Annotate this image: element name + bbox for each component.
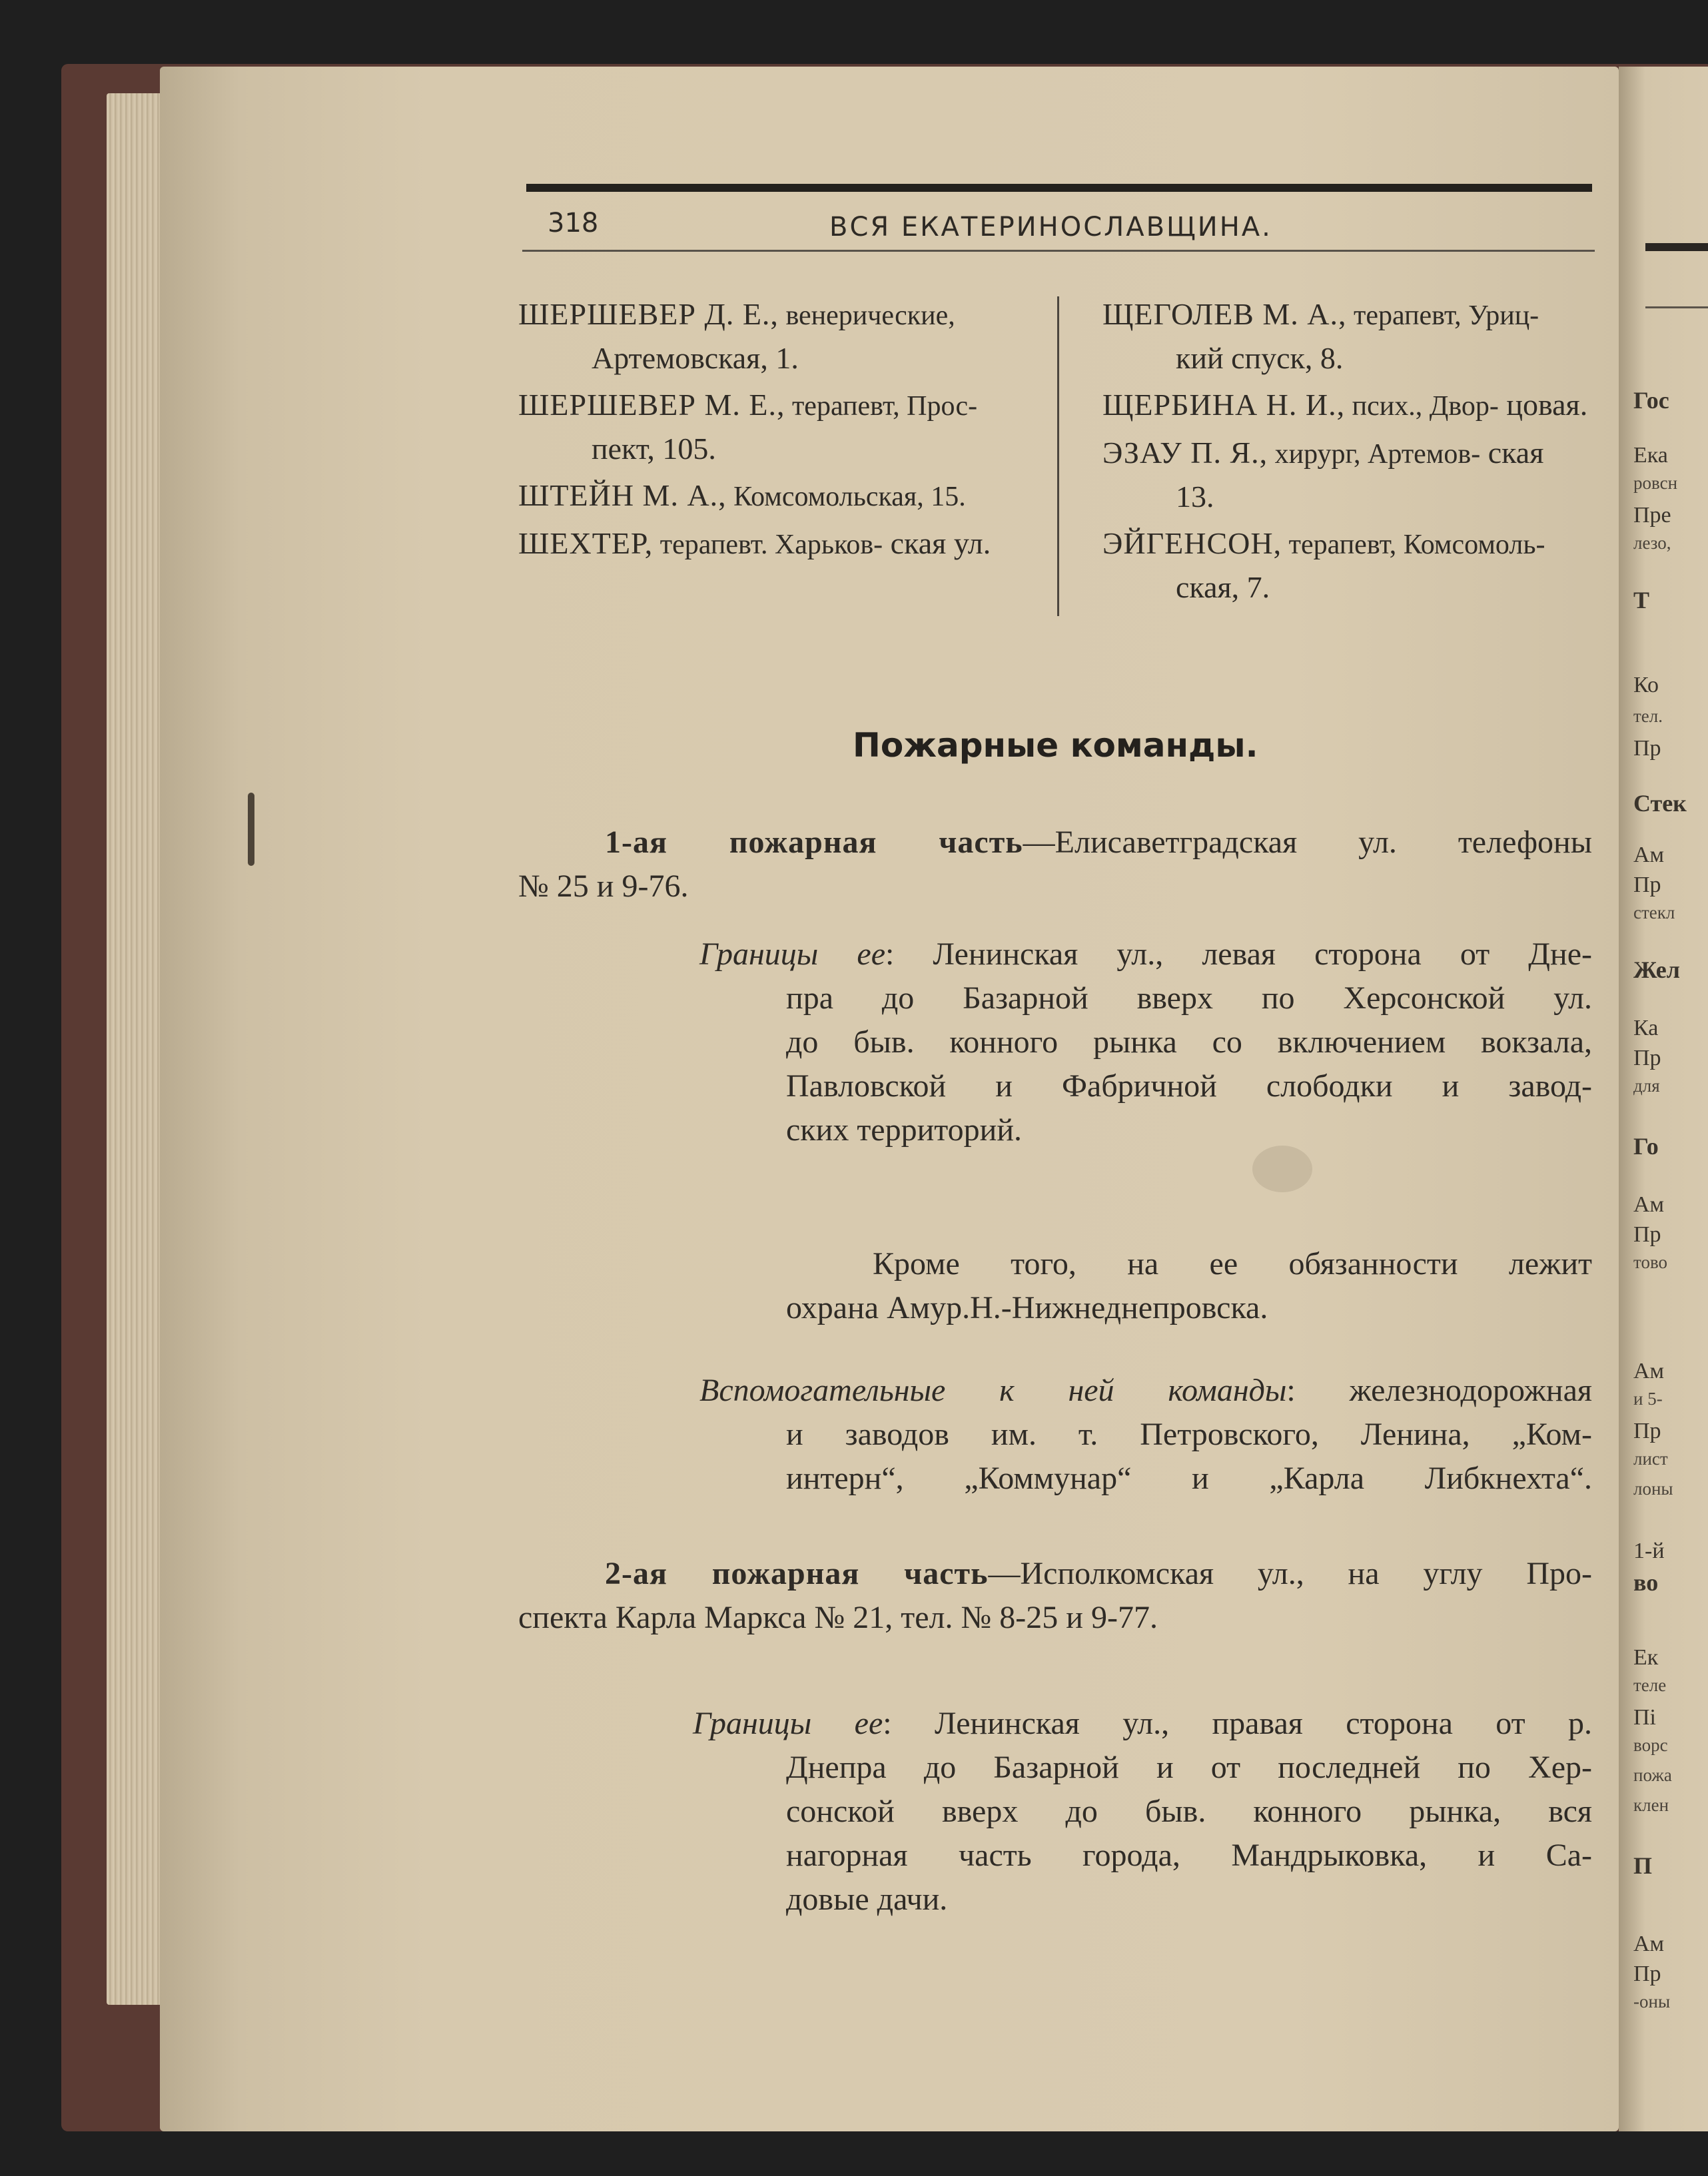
part1-auxiliary [699,1369,1592,1501]
right-page-fragment: ровсн [1633,473,1678,493]
part1-bounds-label: Границы ее [699,936,885,972]
right-page-fragment: Пр [1633,1419,1661,1443]
bounds-text: : Ленинская ул., правая сторона от р. [883,1706,1592,1741]
right-page-fragment: Жел [1633,956,1680,983]
part1-aux-label: Вспомогательные к ней команды [699,1373,1287,1408]
part1-bounds-line: до быв. конного рынка со включением вокзала, [786,1024,1592,1060]
bounds-text: : Ленинская ул., левая сторона от Дне- [885,936,1592,972]
doctor-name: ЩЕРБИНА Н. И., [1102,388,1346,422]
right-page-fragment: для [1633,1076,1660,1096]
doctor-name: ЭЗАУ П. Я., [1102,436,1268,470]
part1-bounds-line [699,932,1592,976]
doctor-entry [1102,384,1589,428]
doctor-desc: хирург, Артемов- [1268,439,1481,470]
doctor-entry [518,293,1011,380]
part1-bounds-line: ских территорий. [786,1112,1022,1148]
right-page-fragment: и 5- [1633,1389,1663,1409]
part2-bounds-label: Границы ее [693,1706,883,1741]
doctor-entry [1102,522,1589,609]
doctor-entry [518,384,1011,470]
right-page-fragment: ворс [1633,1735,1668,1755]
doctor-name: ЩЕГОЛЕВ М. А., [1102,297,1347,331]
part1-extra-line: Кроме того, на ее обязанности лежит [873,1246,1592,1281]
part1-bounds [699,932,1592,1152]
doctor-address: кий спуск, 8. [1176,341,1344,375]
part2-bounds-line: нагорная часть города, Мандрыковка, и Са- [786,1838,1592,1873]
right-page-fragment: Пр [1633,1046,1661,1070]
right-page-fragment: Т [1633,587,1650,613]
part1-address: —Елисаветградская ул. телефоны [1023,825,1592,860]
right-page-fragment: лист [1633,1449,1668,1469]
right-page-header-thin-rule [1645,306,1708,308]
doctor-address: цовая. [1506,388,1588,422]
part1-aux-line: интерн“, „Коммунар“ и „Карла Либкнехта“. [786,1461,1592,1496]
right-page-fragment: Пі [1633,1705,1656,1730]
right-page-fragment: Гос [1633,387,1669,414]
part1-phones: № 25 и 9-76. [518,869,689,904]
doctor-entry [1102,432,1589,518]
part2-bounds-line: Днепра до Базарной и от последней по Хер- [786,1750,1592,1785]
part1-extra [786,1242,1592,1330]
doctor-entry [1102,293,1589,380]
right-page-fragment: Ам [1633,843,1665,867]
right-page-fragment: Го [1633,1133,1659,1160]
right-page-fragment: 1-й [1633,1539,1665,1563]
doctor-desc: терапевт. Харьков- [653,530,883,560]
right-page-fragment: лоны [1633,1479,1673,1499]
part1-extra-line: охрана Амур.Н.-Нижнеднепровска. [786,1290,1268,1325]
doctor-name: ЭЙГЕНСОН, [1102,526,1282,560]
right-page-fragment: Пр [1633,873,1661,897]
right-page-header-rule [1645,243,1708,251]
running-title: ВСЯ ЕКАТЕРИНОСЛАВЩИНА. [829,212,1272,242]
right-page-fragment: Ам [1633,1359,1665,1383]
right-page-fragment: стекл [1633,903,1675,922]
doctor-name: ШЕРШЕВЕР М. Е., [518,388,785,422]
right-page-fragment: Ам [1633,1932,1665,1956]
doctor-name: ШЕХТЕР, [518,526,653,560]
part2-phones: спекта Карла Маркса № 21, тел. № 8-25 и 9-77. [518,1600,1158,1635]
right-page-fragment: Пр [1633,1222,1661,1247]
right-page-fragment: Ека [1633,443,1668,468]
aux-text: : железнодорожная [1286,1373,1592,1408]
right-page-fragment: Стек [1633,790,1687,817]
part1-line1 [518,821,1592,865]
paper-stain [1252,1146,1312,1192]
part2-bounds [693,1702,1592,1922]
doctor-address: Артемовская, 1. [592,341,799,375]
part1-bounds-line: Павловской и Фабричной слободки и завод- [786,1068,1592,1104]
doctor-list-left [518,293,1011,570]
part2-bounds-line: довые дачи. [786,1882,948,1917]
paper-mark [248,793,254,866]
right-page-fragment: тел. [1633,706,1663,726]
part1-bounds-line: пра до Базарной вверх по Херсонской ул. [786,980,1592,1016]
doctor-entry [518,522,1011,566]
right-page-fragment: во [1633,1569,1659,1596]
doctor-entry [518,474,1011,518]
part2-lead: 2-ая пожарная часть [605,1556,989,1591]
part1-lead: 1-ая пожарная часть [605,825,1023,860]
doctor-address: ская, 7. [1176,570,1270,604]
part2-bounds-line: сонской вверх до быв. конного рынка, вся [786,1794,1592,1829]
right-page-fragment: Пр [1633,1962,1661,1986]
right-page-fragment: лезо, [1633,533,1671,553]
part2-line1 [518,1552,1592,1596]
doctor-desc: терапевт, Прос- [785,391,978,422]
right-page-fragment: пожа [1633,1765,1672,1785]
right-page-fragment: Ко [1633,673,1659,697]
right-page-fragment: клен [1633,1795,1669,1815]
doctor-address: ская 13. [1176,436,1544,514]
part1-aux-line: и заводов им. т. Петровского, Ленина, „Ком- [786,1417,1592,1452]
doctor-list-right [1102,293,1589,613]
right-page-fragment: Ек [1633,1645,1659,1670]
doctor-desc: терапевт, Уриц- [1346,300,1539,331]
right-page-fragment: Пре [1633,503,1671,528]
right-page-fragment: теле [1633,1675,1667,1695]
right-page-fragment: Пр [1633,736,1661,761]
doctor-name: ШЕРШЕВЕР Д. Е., [518,297,779,331]
page-number: 318 [548,208,599,238]
right-page-fragment: Ам [1633,1192,1665,1217]
header-rule-thin [522,250,1595,252]
doctor-desc: псих., Двор- [1345,391,1499,422]
column-divider [1057,296,1059,616]
right-page-fragment: тово [1633,1252,1668,1272]
doctor-address: ская ул. [890,526,991,560]
right-page-fragment: П [1633,1852,1653,1879]
doctor-address: пект, 105. [592,432,716,466]
section-title: Пожарные команды. [853,726,1258,765]
right-page-fragment: -оны [1633,1992,1671,2011]
right-page [1619,67,1708,2131]
part1-heading [518,821,1592,908]
right-page-fragment: Ка [1633,1016,1659,1040]
part2-heading [518,1552,1592,1640]
part2-bounds-line [693,1702,1592,1746]
doctor-desc: венерические, [778,300,955,331]
part1-aux-line [699,1369,1592,1413]
part2-address: —Исполкомская ул., на углу Про- [988,1556,1592,1591]
header-rule-thick [526,184,1592,192]
doctor-name: ШТЕЙН М. А., [518,478,727,512]
doctor-desc: Комсомольская, 15. [726,482,966,512]
doctor-desc: терапевт, Комсомоль- [1282,530,1545,560]
